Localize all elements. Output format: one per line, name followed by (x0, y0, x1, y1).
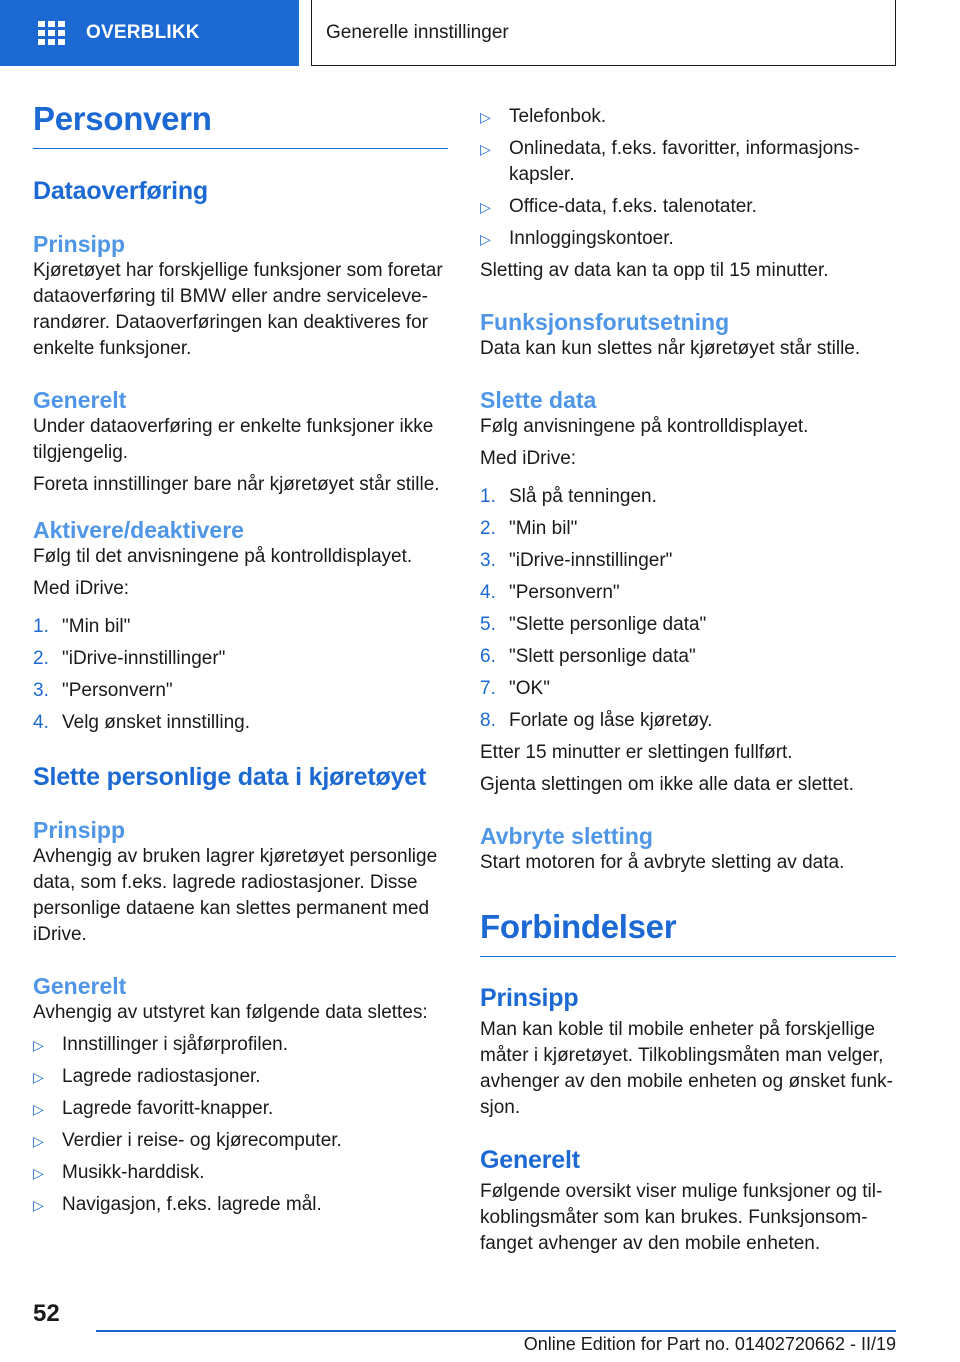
list-item: ▷ Innstillinger i sjåførprofilen. (33, 1034, 288, 1055)
paragraph-connections-general: Følgende oversikt viser mulige funksjoner og tilkoblingsmåter som kan brukes. Funksjonsomfanget avhenger av den mobile enheten. (480, 1181, 883, 1254)
list-item: ▷ Verdier i reise- og kjørecomputer. (33, 1130, 342, 1151)
paragraph-general-1: Under dataoverføring er enkelte funksjoner ikke tilgjengelig. (33, 416, 434, 463)
list-item: ▷ Musikk-harddisk. (33, 1162, 205, 1183)
list-item: ▷ Onlinedata, f.eks. favoritter, informasjonskapsler. (480, 138, 860, 185)
delete-steps-list (480, 484, 896, 734)
paragraph-after-2: Gjenta slettingen om ikke alle data er slettet. (480, 774, 854, 795)
grid-icon (38, 21, 66, 45)
deletable-data-list (33, 1032, 448, 1218)
list-item: 3. "iDrive-innstillinger" (480, 550, 673, 571)
paragraph-delete-2: Med iDrive: (480, 448, 577, 469)
chapter-title-privacy: Personvern (33, 100, 448, 149)
list-item: ▷ Lagrede favoritt-knapper. (33, 1098, 274, 1119)
subheading-cancel: Avbryte sletting (480, 823, 653, 849)
left-column (33, 100, 448, 1218)
section-title-connections-principle: Prinsipp (480, 984, 579, 1012)
chapter-title-connections: Forbindelser (480, 908, 896, 957)
overview-tab[interactable] (0, 0, 299, 66)
right-column (480, 104, 896, 1257)
deletable-data-list-continued (480, 104, 896, 252)
list-item: 1. "Min bil" (33, 616, 131, 637)
paragraph-activate-1: Følg til det anvisningene på kontrolldisplayet. (33, 546, 413, 567)
list-item: ▷ Telefonbok. (480, 106, 607, 127)
subheading-principle: Prinsipp (33, 231, 126, 257)
list-item: 2. "Min bil" (480, 518, 578, 539)
paragraph-precondition: Data kan kun slettes når kjøretøyet står stille. (480, 338, 861, 359)
list-item: 7. "OK" (480, 678, 550, 699)
subheading-delete-data: Slette data (480, 387, 597, 413)
list-item: 8. Forlate og låse kjøretøy. (480, 710, 713, 731)
list-item: 1. Slå på tenningen. (480, 486, 657, 507)
list-item: 4. "Personvern" (480, 582, 620, 603)
list-item: 6. "Slett personlige data" (480, 646, 696, 667)
subheading-activate: Aktivere/deaktivere (33, 517, 244, 543)
list-item: ▷ Lagrede radiostasjoner. (33, 1066, 261, 1087)
paragraph-general-2: Foreta innstillinger bare når kjøretøyet står stille. (33, 474, 440, 495)
activate-steps-list (33, 614, 448, 736)
subheading-precondition: Funksjonsforutsetning (480, 309, 730, 335)
section-title-connections-general: Generelt (480, 1146, 580, 1174)
subheading-general-2: Generelt (33, 973, 127, 999)
footer-edition: Online Edition for Part no. 01402720662 - II/19 (523, 1334, 896, 1354)
list-item: 3. "Personvern" (33, 680, 173, 701)
list-item: ▷ Office-data, f.eks. talenotater. (480, 196, 757, 217)
paragraph-principle: Kjøretøyet har forskjellige funksjoner som foretar dataoverføring til BMW eller andre serviceleverandører. Dataoverføringen kan deaktiveres for enkelte funksjoner. (33, 260, 443, 359)
paragraph-general-3: Avhengig av utstyret kan følgende data slettes: (33, 1002, 428, 1023)
paragraph-principle-2: Avhengig av bruken lagrer kjøretøyet personlige data, som f.eks. lagrede radiostasjoner. Disse personlige dataene kan slettes permanent med iDrive. (33, 846, 438, 945)
list-item: ▷ Innloggingskontoer. (480, 228, 674, 249)
paragraph-delete-1: Følg anvisningene på kontrolldisplayet. (480, 416, 809, 437)
subheading-general: Generelt (33, 387, 127, 413)
paragraph-delete-time: Sletting av data kan ta opp til 15 minutter. (480, 260, 829, 281)
paragraph-activate-2: Med iDrive: (33, 578, 130, 599)
footer-divider (96, 1330, 896, 1332)
paragraph-connections-principle: Man kan koble til mobile enheter på forskjellige måter i kjøretøyet. Tilkoblingsmåten man velger, avhenger av den mobile enheten og ønsket funksjon. (480, 1019, 893, 1118)
list-item: 5. "Slette personlige data" (480, 614, 707, 635)
subheading-principle-2: Prinsipp (33, 817, 126, 843)
page-header (0, 0, 960, 66)
section-title: Generelle innstillinger (311, 0, 896, 66)
list-item: ▷ Navigasjon, f.eks. lagrede mål. (33, 1194, 322, 1215)
section-title-data-transfer: Dataoverføring (33, 177, 209, 205)
list-item: 4. Velg ønsket innstilling. (33, 712, 250, 733)
overview-tab-label: OVERBLIKK (86, 22, 200, 43)
paragraph-cancel: Start motoren for å avbryte sletting av data. (480, 852, 845, 873)
section-title-delete-personal: Slette personlige data i kjøretøyet (33, 763, 427, 791)
paragraph-after-1: Etter 15 minutter er slettingen fullført. (480, 742, 793, 763)
list-item: 2. "iDrive-innstillinger" (33, 648, 226, 669)
page-number: 52 (33, 1300, 60, 1327)
